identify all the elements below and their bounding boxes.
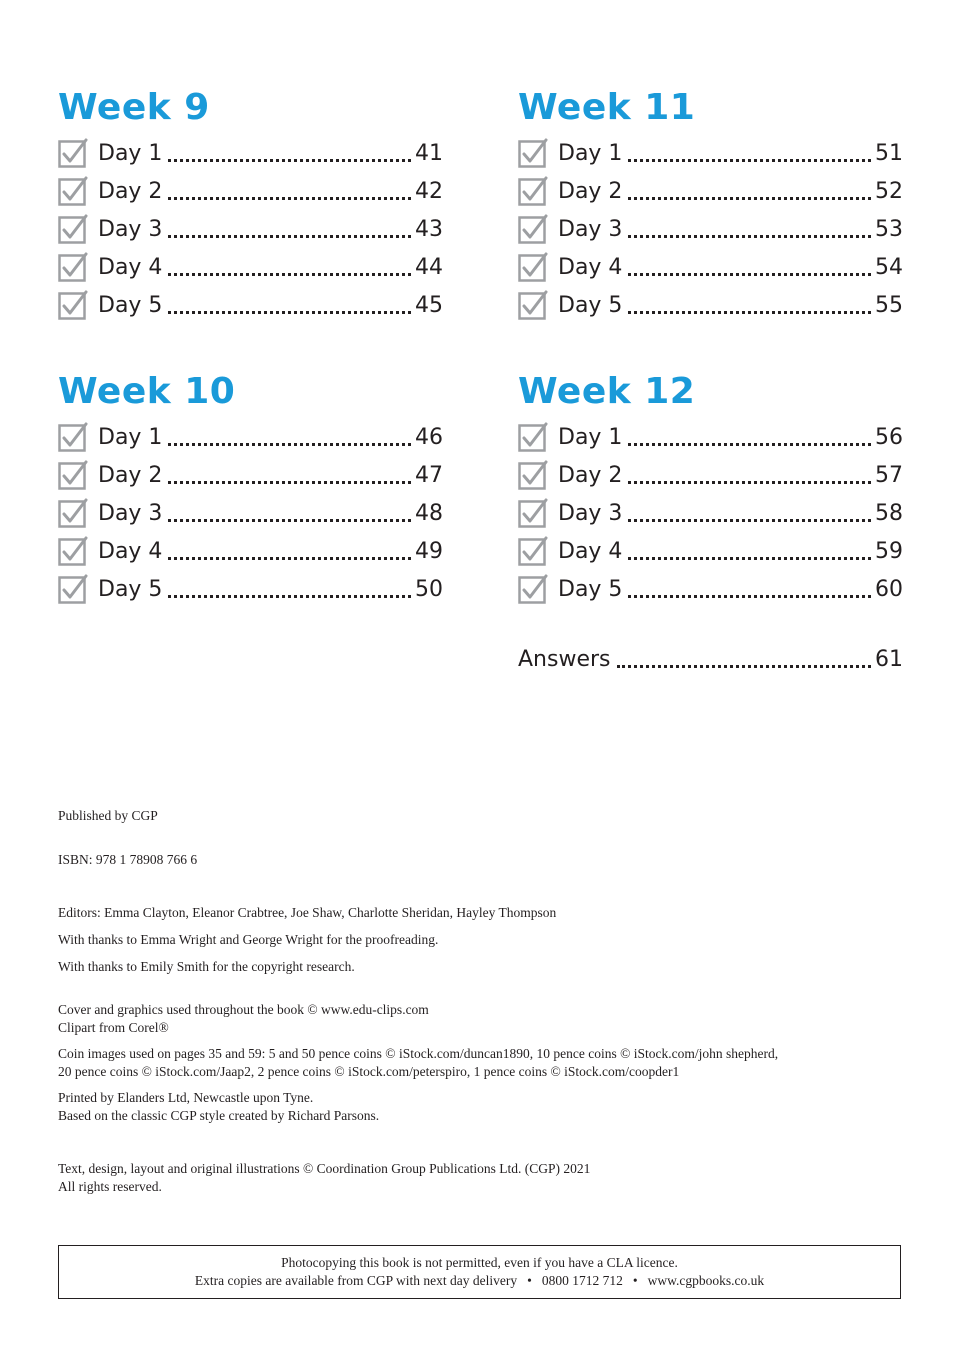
checkbox-tick-icon[interactable]: [518, 252, 548, 282]
contents-row[interactable]: [58, 286, 443, 324]
dot-leader: [628, 442, 871, 446]
checkbox-tick-icon[interactable]: [58, 252, 88, 282]
clipart-credit: Clipart from Corel®: [58, 1020, 169, 1035]
contents-row[interactable]: [58, 418, 443, 456]
checkbox-tick-icon[interactable]: [58, 460, 88, 490]
page-number: 54: [875, 254, 903, 280]
day-label: Day 2: [558, 462, 623, 488]
checkbox-tick-icon[interactable]: [518, 214, 548, 244]
website-link[interactable]: www.cgpbooks.co.uk: [647, 1273, 765, 1288]
week-title: Week 9: [58, 87, 210, 128]
week-11-section: [518, 86, 903, 324]
published-by: Published by CGP: [58, 808, 158, 823]
page-number: 60: [875, 576, 903, 602]
week-title: Week 12: [518, 371, 696, 412]
contents-row[interactable]: [518, 286, 903, 324]
week-12-section: [518, 370, 903, 608]
week-title: Week 10: [58, 371, 236, 412]
contents-row[interactable]: [518, 570, 903, 608]
day-label: Day 3: [558, 500, 623, 526]
contents-row[interactable]: [518, 532, 903, 570]
page-number: 50: [415, 576, 443, 602]
page-number: 61: [875, 646, 903, 672]
page-number: 45: [415, 292, 443, 318]
day-label: Day 3: [98, 216, 163, 242]
photocopy-notice-box: [58, 1245, 901, 1299]
contents-row[interactable]: [58, 532, 443, 570]
dot-leader: [168, 158, 411, 162]
answers-label: Answers: [518, 646, 611, 672]
checkbox-tick-icon[interactable]: [518, 498, 548, 528]
dot-leader: [168, 442, 411, 446]
dot-leader: [628, 594, 871, 598]
contents-row[interactable]: [518, 134, 903, 172]
page-number: 44: [415, 254, 443, 280]
week-10-section: [58, 370, 443, 608]
coin-images-credit: Coin images used on pages 35 and 59: 5 and 50 pence coins © iStock.com/duncan1890, 10 pence coins © iStock.com/john shepherd,: [58, 1046, 779, 1061]
coin-images-credit: 20 pence coins © iStock.com/Jaap2, 2 pence coins © iStock.com/peterspiro, 1 pence coins © iStock.com/coopder1: [58, 1064, 680, 1079]
dot-leader: [628, 196, 871, 200]
day-label: Day 1: [558, 140, 623, 166]
delivery-line: [195, 1272, 764, 1290]
dot-leader: [168, 594, 411, 598]
checkbox-tick-icon[interactable]: [518, 138, 548, 168]
page-number: 41: [415, 140, 443, 166]
page-number: 42: [415, 178, 443, 204]
contents-row[interactable]: [58, 494, 443, 532]
isbn: ISBN: 978 1 78908 766 6: [58, 852, 198, 867]
printed-by: Printed by Elanders Ltd, Newcastle upon Tyne.: [58, 1090, 314, 1105]
page-number: 47: [415, 462, 443, 488]
checkbox-tick-icon[interactable]: [518, 460, 548, 490]
contents-row[interactable]: [58, 248, 443, 286]
checkbox-tick-icon[interactable]: [58, 498, 88, 528]
editors: Editors: Emma Clayton, Eleanor Crabtree, Joe Shaw, Charlotte Sheridan, Hayley Thompson: [58, 905, 557, 920]
day-label: Day 3: [558, 216, 623, 242]
page-number: 52: [875, 178, 903, 204]
dot-leader: [628, 310, 871, 314]
day-label: Day 5: [98, 576, 163, 602]
delivery-text: Extra copies are available from CGP with next day delivery: [194, 1273, 518, 1288]
day-label: Day 5: [558, 576, 623, 602]
page-number: 57: [875, 462, 903, 488]
contents-row[interactable]: [58, 456, 443, 494]
dot-leader: [168, 234, 411, 238]
dot-leader: [617, 664, 872, 668]
phone-number[interactable]: 0800 1712 712: [541, 1273, 623, 1288]
checkbox-tick-icon[interactable]: [518, 290, 548, 320]
dot-leader: [628, 518, 871, 522]
day-label: Day 1: [98, 424, 163, 450]
day-label: Day 2: [98, 462, 163, 488]
dot-leader: [628, 480, 871, 484]
day-label: Day 3: [98, 500, 163, 526]
page-number: 58: [875, 500, 903, 526]
answers-row[interactable]: [518, 640, 903, 678]
day-label: Day 5: [558, 292, 623, 318]
thanks-proofreading: With thanks to Emma Wright and George Wright for the proofreading.: [58, 932, 439, 947]
dot-leader: [628, 272, 871, 276]
day-label: Day 5: [98, 292, 163, 318]
dot-leader: [168, 518, 411, 522]
week-9-section: [58, 86, 443, 324]
dot-leader: [168, 310, 411, 314]
bullet-separator: •: [632, 1273, 638, 1288]
checkbox-tick-icon[interactable]: [58, 138, 88, 168]
dot-leader: [168, 272, 411, 276]
page-number: 46: [415, 424, 443, 450]
checkbox-tick-icon[interactable]: [518, 176, 548, 206]
week-title: Week 11: [518, 87, 696, 128]
page-number: 49: [415, 538, 443, 564]
contents-row[interactable]: [518, 248, 903, 286]
checkbox-tick-icon[interactable]: [58, 214, 88, 244]
page-number: 56: [875, 424, 903, 450]
page-number: 51: [875, 140, 903, 166]
dot-leader: [628, 158, 871, 162]
day-label: Day 4: [558, 538, 623, 564]
dot-leader: [628, 234, 871, 238]
checkbox-tick-icon[interactable]: [58, 176, 88, 206]
thanks-copyright: With thanks to Emily Smith for the copyright research.: [58, 959, 355, 974]
day-label: Day 1: [558, 424, 623, 450]
contents-row[interactable]: [58, 172, 443, 210]
checkbox-tick-icon[interactable]: [518, 422, 548, 452]
page-number: 59: [875, 538, 903, 564]
day-label: Day 1: [98, 140, 163, 166]
checkbox-tick-icon[interactable]: [518, 536, 548, 566]
dot-leader: [168, 196, 411, 200]
based-on: Based on the classic CGP style created by Richard Parsons.: [58, 1108, 380, 1123]
rights-reserved: All rights reserved.: [58, 1179, 162, 1194]
contents-row[interactable]: [518, 418, 903, 456]
contents-row[interactable]: [518, 494, 903, 532]
page-number: 43: [415, 216, 443, 242]
dot-leader: [628, 556, 871, 560]
contents-row[interactable]: [58, 210, 443, 248]
contents-row[interactable]: [518, 210, 903, 248]
copyright-notice: Text, design, layout and original illustrations © Coordination Group Publications Ltd. (CGP) 2021: [58, 1161, 591, 1176]
day-label: Day 4: [98, 538, 163, 564]
bullet-separator: •: [527, 1273, 532, 1288]
day-label: Day 4: [98, 254, 163, 280]
checkbox-tick-icon[interactable]: [58, 574, 88, 604]
day-label: Day 2: [98, 178, 163, 204]
photocopy-notice: Photocopying this book is not permitted, even if you have a CLA licence.: [281, 1255, 678, 1270]
contents-row[interactable]: [518, 456, 903, 494]
contents-row[interactable]: [58, 134, 443, 172]
contents-row[interactable]: [518, 172, 903, 210]
checkbox-tick-icon[interactable]: [518, 574, 548, 604]
page-number: 55: [875, 292, 903, 318]
checkbox-tick-icon[interactable]: [58, 290, 88, 320]
dot-leader: [168, 556, 411, 560]
day-label: Day 4: [558, 254, 623, 280]
contents-row[interactable]: [58, 570, 443, 608]
page-number: 48: [415, 500, 443, 526]
dot-leader: [168, 480, 411, 484]
cover-graphics-credit: Cover and graphics used throughout the book © www.edu-clips.com: [58, 1002, 429, 1017]
page-number: 53: [875, 216, 903, 242]
checkbox-tick-icon[interactable]: [58, 422, 88, 452]
checkbox-tick-icon[interactable]: [58, 536, 88, 566]
day-label: Day 2: [558, 178, 623, 204]
